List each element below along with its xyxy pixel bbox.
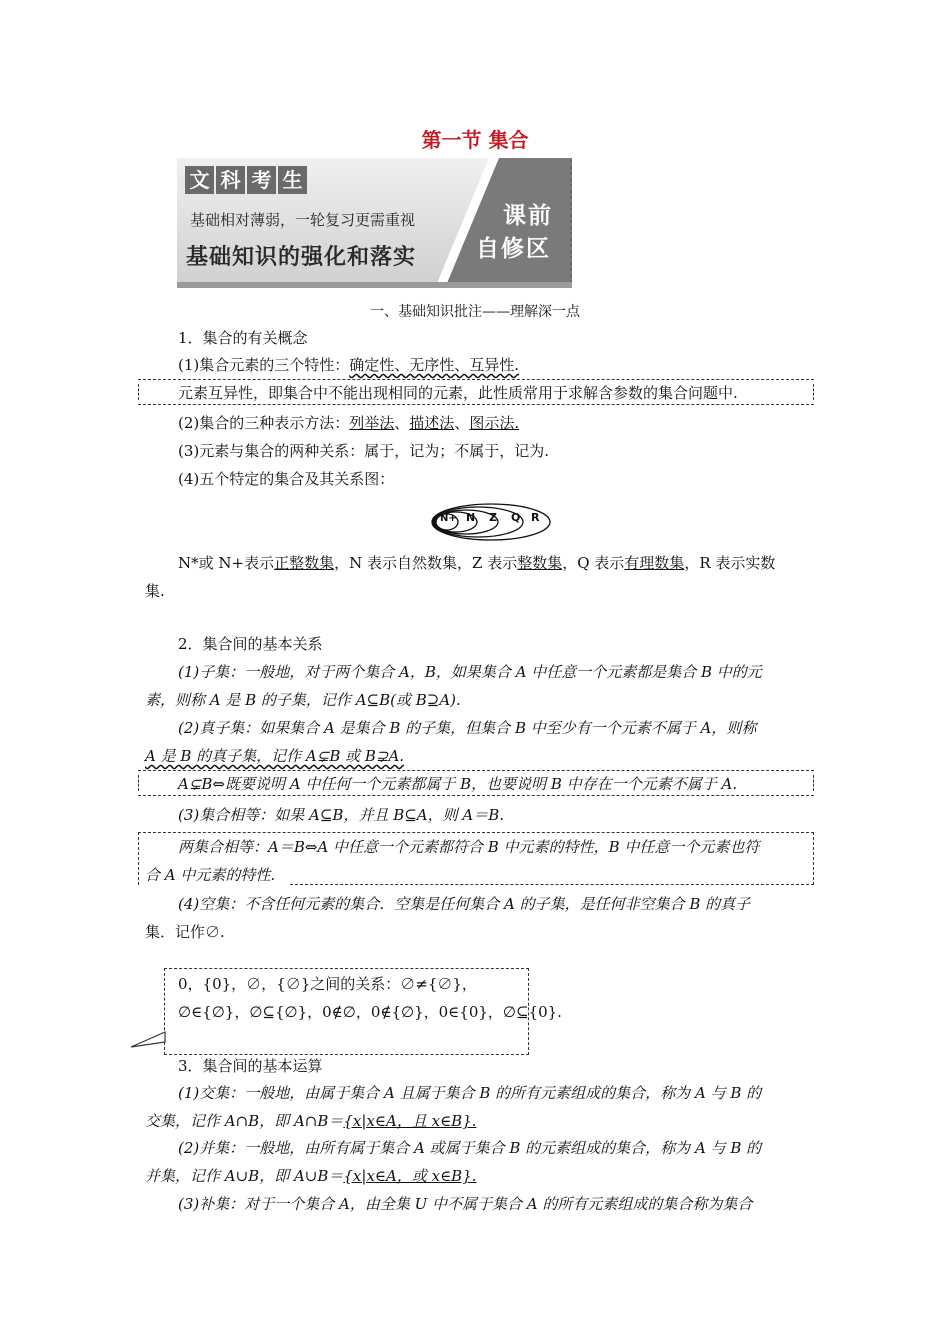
s1-p2-m1: 列举法 (349, 414, 395, 432)
s1-heading: 1．集合的有关概念 (178, 329, 308, 347)
banner-tag (185, 166, 307, 194)
s2-heading: 2．集合间的基本关系 (178, 635, 323, 653)
s2-sub-line1: (1)子集：一般地，对于两个集合 A，B，如果集合 A 中任意一个元素都是集合 B 中的元 (178, 663, 762, 681)
banner-slogan: 基础知识的强化和落实 (186, 245, 417, 270)
callout-line1: 0，{0}，∅，{∅}之间的关系：∅≠{∅}， (178, 975, 477, 993)
s1-p4: (4)五个特定的集合及其关系图： (178, 470, 395, 488)
note2-top-border (138, 770, 814, 771)
s1-p5-int: 整数集 (517, 554, 563, 572)
s2-proper-line1: (2)真子集：如果集合 A 是集合 B 的子集，但集合 B 中至少有一个元素不属于 A，则称 (178, 719, 757, 737)
s1-p5-b: ，N 表示自然数集，Z 表示 (334, 554, 518, 572)
s3-inter-line1: (1)交集：一般地，由属于集合 A 且属于集合 B 的所有元素组成的集合，称为 A 与 B 的 (178, 1084, 762, 1102)
s1-p5-d: ，R 表示实数 (684, 554, 776, 572)
banner-side-line1: 课前 (503, 203, 553, 229)
note1-left-border (138, 384, 139, 400)
note2: A⊊B⇔既要说明 A 中任何一个元素都属于 B，也要说明 B 中存在一个元素不属于 A. (178, 775, 738, 793)
diagram-label-r: R (531, 511, 540, 524)
diagram-label-z: Z (489, 511, 497, 524)
s3-heading: 3．集合间的基本运算 (178, 1057, 323, 1075)
s3-inter-a: 交集，记作 A∩B，即 A∩B＝ (145, 1112, 344, 1130)
note1-right-border (813, 384, 814, 400)
s1-p1-prefix: (1)集合元素的三个特性： (178, 356, 350, 374)
s3-union-line2 (145, 1165, 477, 1187)
note1-bottom-border (138, 404, 814, 405)
tag-char: 文 (185, 166, 214, 194)
s3-union-b: {x|x∈A，或 x∈B}. (343, 1167, 477, 1185)
s3-union-line1: (2)并集：一般地，由所有属于集合 A 或属于集合 B 的元素组成的集合，称为 A 与 B 的 (178, 1139, 762, 1157)
callout-line2: ∅∈{∅}，∅⊆{∅}，0∉∅，0∉{∅}，0∈{0}，∅⊆{0}. (178, 1003, 562, 1021)
note1-top-border (138, 379, 814, 380)
s1-p1 (178, 354, 519, 376)
note3-bottom-border (290, 884, 814, 885)
s2-proper-line2: A 是 B 的真子集，记作 A⊊B 或 B⊋A. (145, 747, 405, 765)
page-title: 第一节 集合 (421, 128, 529, 152)
s3-inter-b: {x|x∈A，且 x∈B}. (343, 1112, 477, 1130)
s2-equal-line: (3)集合相等：如果 A⊆B，并且 B⊆A，则 A＝B. (178, 806, 505, 824)
tag-char: 生 (278, 166, 307, 194)
s3-union-a: 并集，记作 A∪B，即 A∪B＝ (145, 1167, 344, 1185)
s1-p5-c: ，Q 表示 (562, 554, 625, 572)
s1-p5-a: N*或 N+表示 (178, 554, 275, 572)
diagram-label-q: Q (511, 511, 521, 524)
banner-side-line2: 自修区 (476, 236, 551, 262)
note3-line2: 合 A 中元素的特性. (145, 866, 276, 884)
note2-right-border (813, 775, 814, 791)
s1-p5-line1 (178, 552, 775, 574)
note2-left-border (138, 775, 139, 791)
note3-line1: 两集合相等：A＝B⇔A 中任意一个元素都符合 B 中元素的特性，B 中任意一个元素也符 (178, 838, 760, 856)
s2-sub-line2: 素，则称 A 是 B 的子集，记作 A⊆B(或 B⊇A). (145, 691, 461, 709)
s2-empty-line2: 集．记作∅. (145, 923, 225, 941)
s3-inter-line2 (145, 1110, 477, 1132)
callout-pointer (128, 1030, 168, 1054)
diagram-label-n: N (466, 511, 476, 524)
s1-p1-props: 确定性、无序性、互异性. (349, 356, 520, 374)
s1-p5-line2: 集. (145, 582, 165, 600)
s1-p2: (2)集合的三种表示方法：列举法、描述法、图示法. (178, 414, 520, 432)
diagram-label-nplus: N+ (440, 513, 457, 524)
s1-p3: (3)元素与集合的两种关系：属于，记为；不属于，记为. (178, 442, 550, 460)
s1-p2-m2: 描述法 (409, 414, 455, 432)
s1-p5-rat: 有理数集 (624, 554, 685, 572)
s1-p5-pos: 正整数集 (274, 554, 335, 572)
s1-p2-prefix: (2)集合的三种表示方法： (178, 414, 350, 432)
s1-p2-m3: 图示法. (469, 414, 520, 432)
banner-subtitle: 基础相对薄弱，一轮复习更需重视 (190, 211, 416, 229)
tag-char: 考 (247, 166, 276, 194)
note2-bottom-border (138, 795, 814, 796)
section-heading: 一、基础知识批注——理解深一点 (370, 304, 580, 320)
tag-char: 科 (216, 166, 245, 194)
note1: 元素互异性，即集合中不能出现相同的元素，此性质常用于求解含参数的集合问题中. (178, 384, 738, 402)
s3-comp-line1: (3)补集：对于一个集合 A，由全集 U 中不属于集合 A 的所有元素组成的集合称为集合 (178, 1195, 753, 1213)
s2-empty-line1: (4)空集：不含任何元素的集合．空集是任何集合 A 的子集，是任何非空集合 B 的真子 (178, 895, 751, 913)
